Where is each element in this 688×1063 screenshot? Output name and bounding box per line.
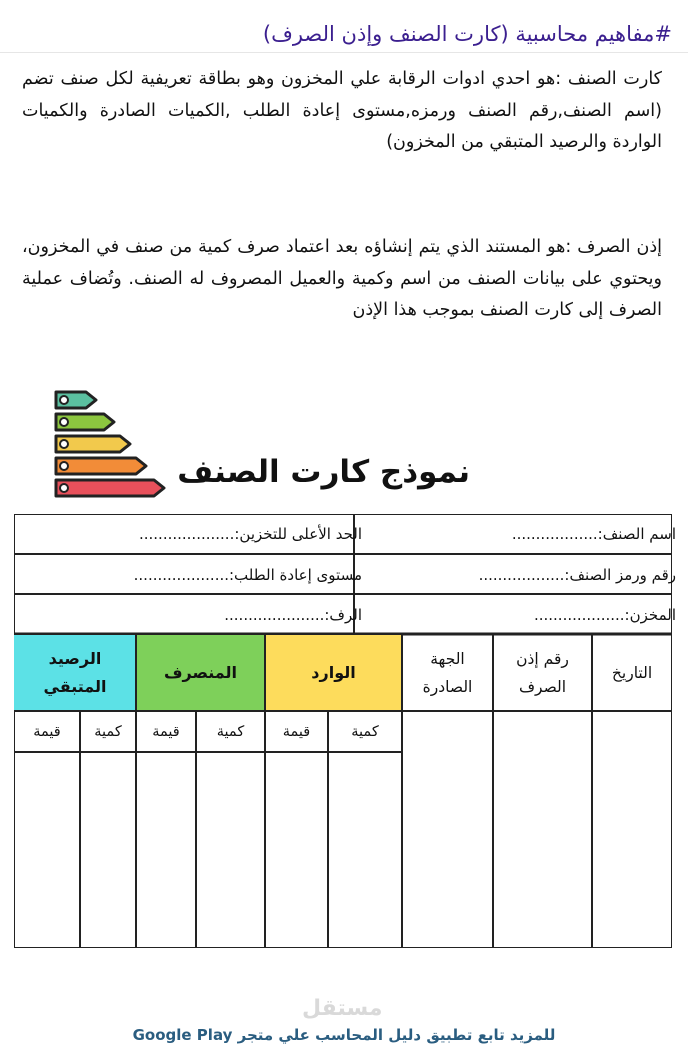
column-incoming: الوارد: [311, 663, 356, 682]
watermark: مستقل: [302, 996, 383, 1021]
item-code-field: رقم ورمز الصنف:..................: [478, 566, 676, 584]
footer-note: للمزيد تابع تطبيق دليل المحاسب علي متجر Google Play: [132, 1026, 556, 1044]
balance-qty-header: كمية: [94, 724, 122, 740]
reorder-level-field: مستوى إعادة الطلب:....................: [133, 566, 362, 584]
column-balance: الرصيد المتبقي: [43, 649, 107, 696]
issue-voucher-definition: إذن الصرف :هو المستند الذي يتم إنشاؤه بعد اعتماد صرف كمية من صنف في المخزون، ويحتوي على بيانات الصنف من اسم وكمية والعميل المصروف له الصنف. وتُضاف عملية الصرف إلى كارت الصنف بموجب هذا الإذن: [22, 237, 662, 320]
column-outgoing: المنصرف: [163, 663, 238, 682]
incoming-qty-header: كمية: [351, 724, 379, 740]
outgoing-qty-header: كمية: [216, 724, 245, 740]
column-issuer: الجهة الصادرة: [422, 650, 473, 696]
incoming-value-header: قيمة: [282, 724, 311, 740]
item-card-definition: كارت الصنف :هو احدي ادوات الرقابة علي المخزون وهو بطاقة تعريفية لكل صنف تضم (اسم الصنف,رقم الصنف ورمزه,مستوى إعادة الطلب ,الكميات الصادرة والكميات الواردة والرصيد المتبقي من المخزون): [22, 69, 662, 152]
column-voucher-number: رقم إذن الصرف: [516, 650, 569, 696]
item-name-field: اسم الصنف:..................: [511, 525, 676, 543]
column-date: التاريخ: [611, 664, 653, 682]
level-gauge-icon: [52, 388, 172, 508]
max-storage-field: الحد الأعلى للتخزين:....................: [138, 525, 362, 543]
outgoing-value-header: قيمة: [152, 724, 180, 740]
gauge-bar-5: [56, 480, 164, 496]
gauge-bar-4: [56, 458, 146, 474]
balance-value-header: قيمة: [33, 724, 61, 740]
form-title: نموذج كارت الصنف: [177, 454, 470, 490]
page-title: #مفاهيم محاسبية (كارت الصنف وإذن الصرف): [262, 22, 672, 46]
shelf-field: الرف:.....................: [224, 606, 362, 624]
warehouse-field: المخزن:...................: [533, 606, 676, 624]
title-divider: [0, 52, 688, 53]
